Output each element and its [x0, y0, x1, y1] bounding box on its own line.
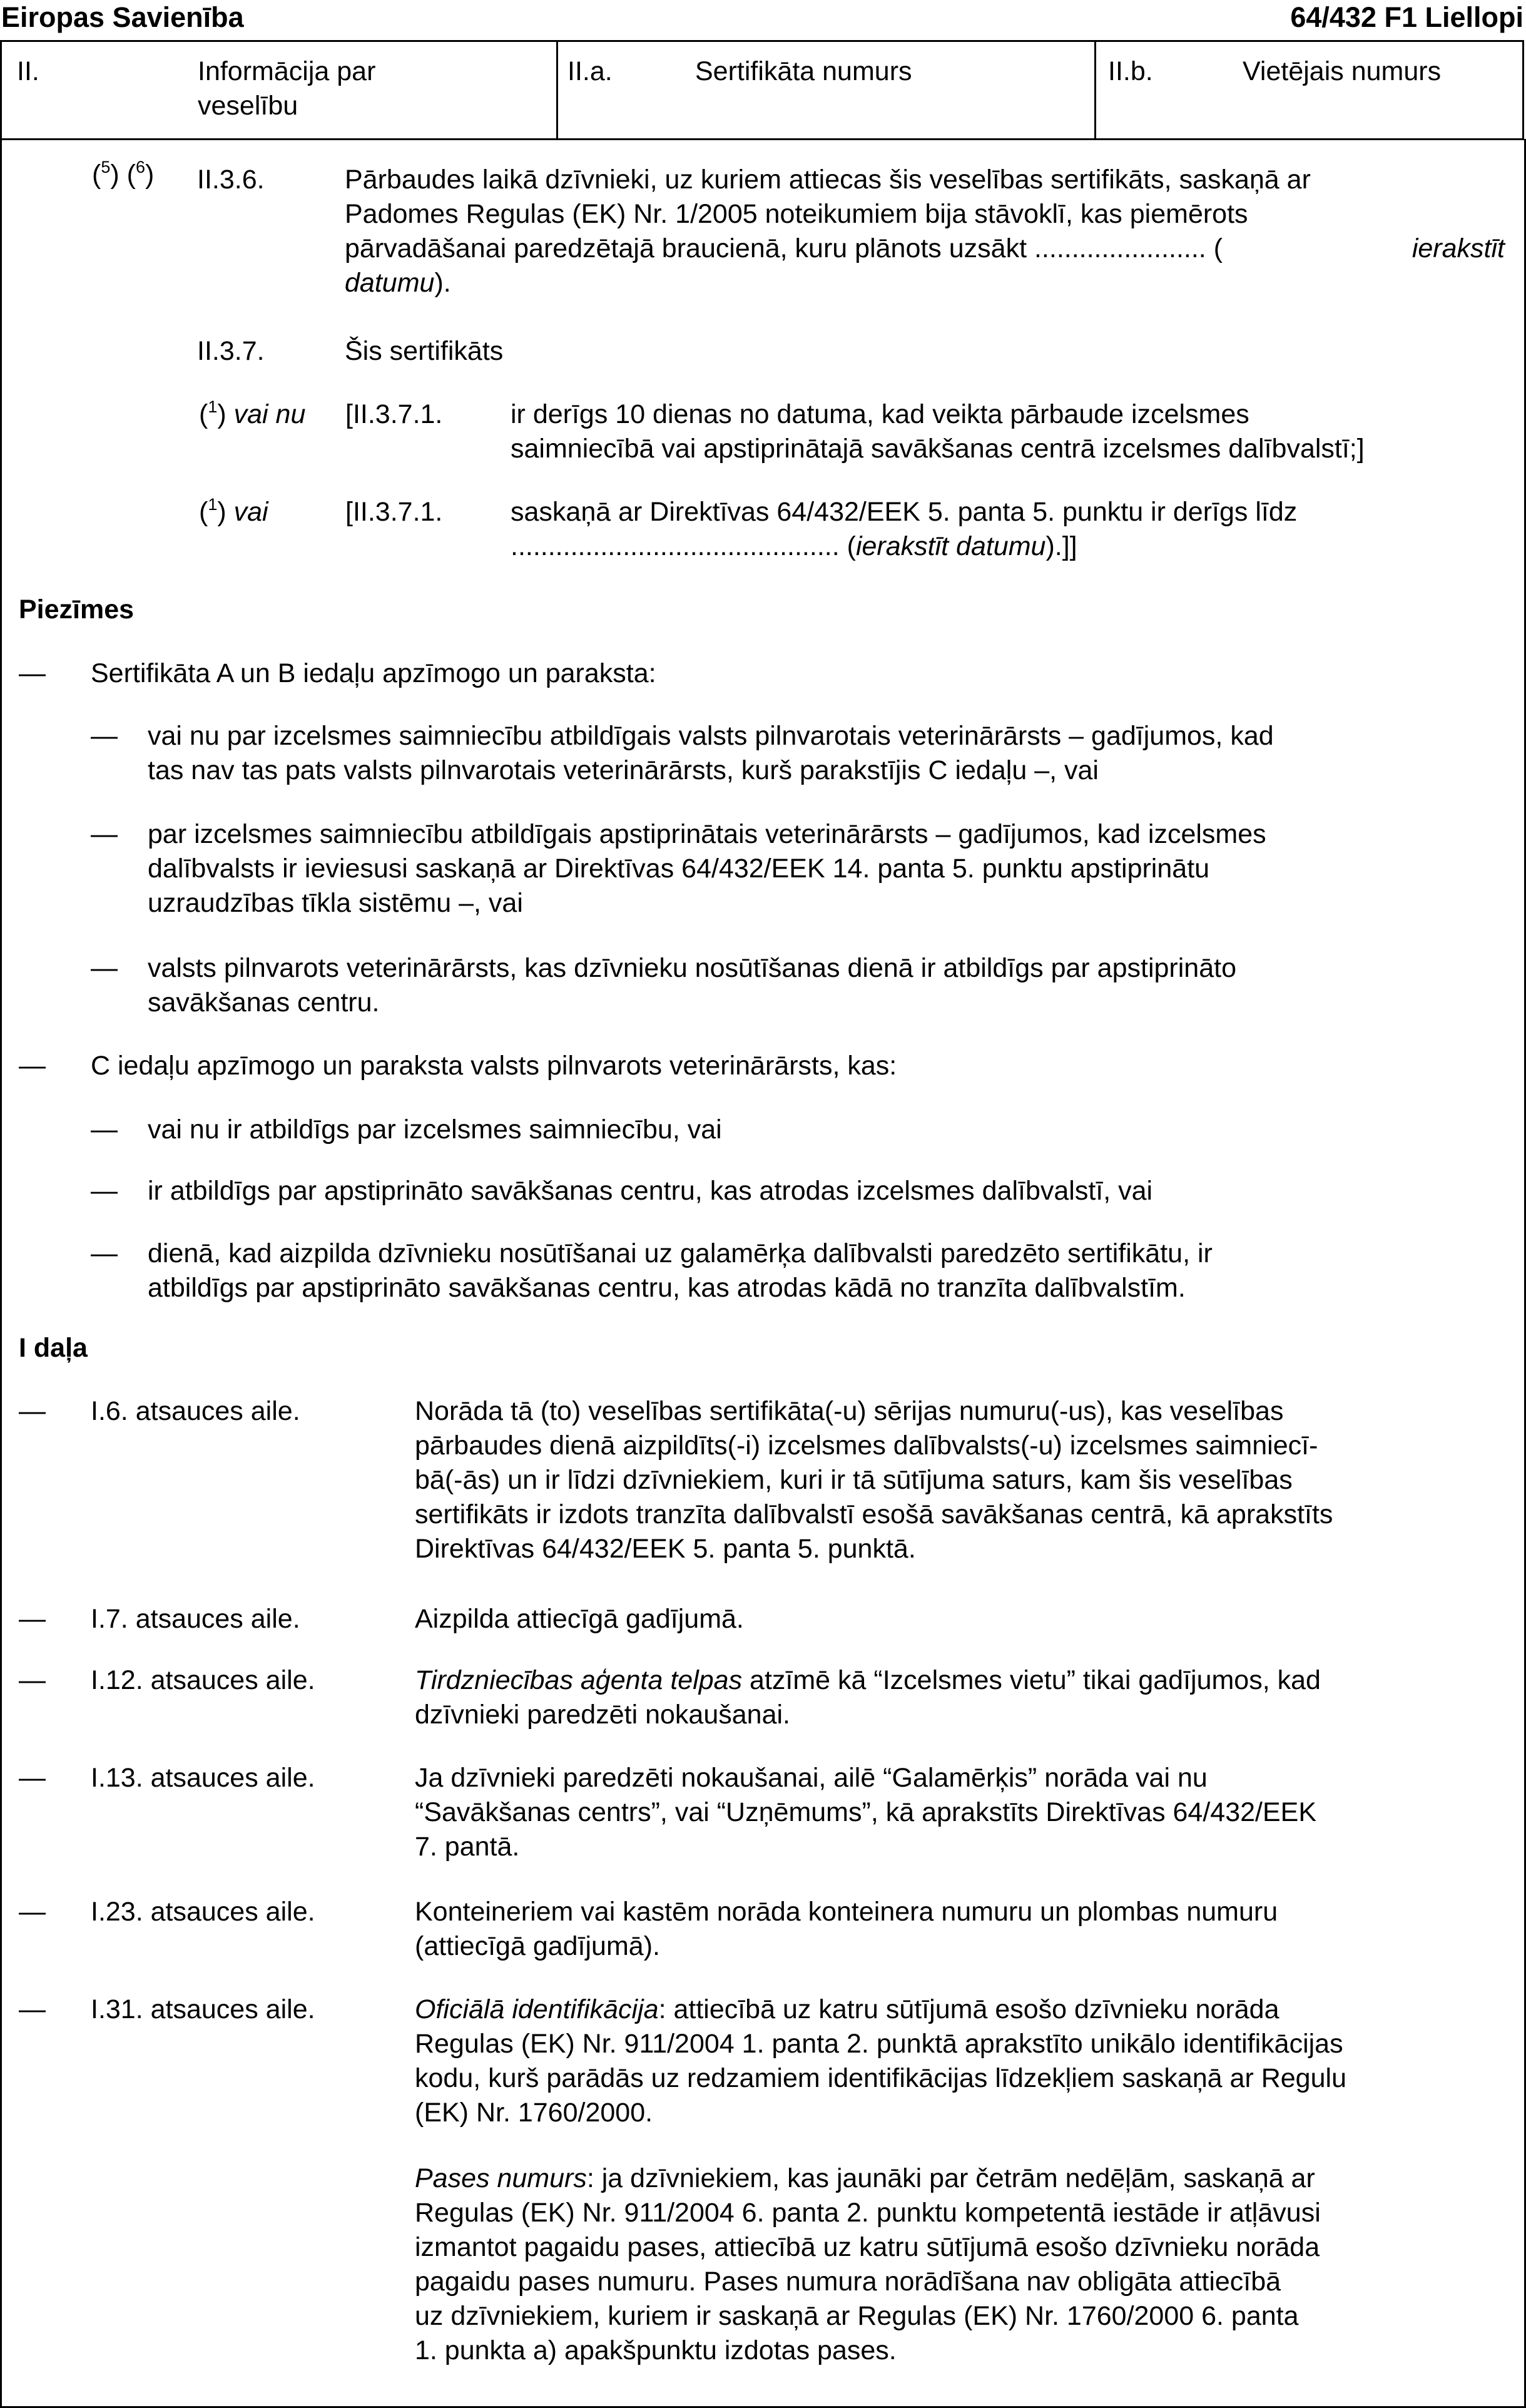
part-heading: I daļa [19, 1333, 88, 1363]
note-subitem: par izcelsmes saimniecību atbildīgais apstiprinātais veterinārārsts – gadījumos, kad izcelsmes dalībvalsts ir ieviesusi saskaņā ar Direktīvas 64/432/EEK 14. panta 5. punktu apstiprinātu uzraudzības tīkla sistēmu –, vai [148, 819, 1266, 918]
content-left-border [0, 139, 2, 2408]
note-subitem: ir atbildīgs par apstiprināto savākšanas centru, kas atrodas izcelsmes dalībvalstī, vai [148, 1176, 1153, 1206]
reference-label: I.12. atsauces aile. [91, 1665, 315, 1695]
dash: — [91, 721, 118, 751]
local-number-label: Vietējais numurs [1243, 56, 1442, 86]
dash: — [91, 1238, 118, 1268]
reference-label: I.31. atsauces aile. [91, 1994, 315, 2024]
cert-number-label-num: II.a. [567, 56, 613, 86]
reference-text: Tirdzniecības aģenta telpas atzīmē kā “Izcelsmes vietu” tikai gadījumos, kad dzīvnieki paredzēti nokaušanai. [415, 1665, 1321, 1730]
dash: — [19, 1604, 46, 1634]
note-subitem: valsts pilnvarots veterinārārsts, kas dzīvnieku nosūtīšanas dienā ir atbildīgs par apstiprināto savākšanas centru. [148, 953, 1236, 1018]
item-number: II.3.6. [197, 165, 265, 195]
dash: — [19, 1994, 46, 2024]
reference-text: Norāda tā (to) veselības sertifikāta(-u) sērijas numuru(-us), kas veselības pārbaudes dienā aizpildīts(-i) izcelsmes dalībvalsts(-u) izcelsmes saimniecī- bā(-ās) un ir līdzi dzīvniekiem, kuri ir tā sūtījuma saturs, kam šis veselības sertifikāts ir izdots tranzīta dalībvalstī esošā savākšanas centrā, kā aprakstīts Direktīvas 64/432/EEK 5. panta 5. punktā. [415, 1396, 1333, 1564]
option-marker: ($^1$) vai nu [199, 397, 306, 429]
option-text: ir derīgs 10 dienas no datuma, kad veikta pārbaude izcelsmes saimniecībā vai apstiprinātajā savākšanas centrā izcelsmes dalībvalstī;] [511, 399, 1365, 464]
dash: — [19, 1396, 46, 1426]
note-subitem: dienā, kad aizpilda dzīvnieku nosūtīšanai uz galamērķa dalībvalsti paredzēto sertifikātu, ir atbildīgs par apstiprināto savākšanas centru, kas atrodas kādā no tranzīta dalībvalstīm. [148, 1238, 1213, 1303]
reference-label: I.6. atsauces aile. [91, 1396, 300, 1426]
note-subitem: vai nu par izcelsmes saimniecību atbildīgais valsts pilnvarotais veterinārārsts – gadījumos, kad tas nav tas pats valsts pilnvarotais veterinārārsts, kurš parakstījis C iedaļu –, vai [148, 721, 1274, 785]
reference-text: Oficiālā identifikācija: attiecībā uz katru sūtījumā esošo dzīvnieku norāda Regulas (EK) Nr. 911/2004 1. panta 2. punktā aprakstīto unikālo identifikācijas kodu, kurš parādās uz redzamiem identifikācijas līdzekļiem saskaņā ar Regulu (EK) Nr. 1760/2000. [415, 1994, 1346, 2128]
header-left: Eiropas Savienība [1, 1, 244, 33]
note-item: C iedaļu apzīmogo un paraksta valsts pilnvarots veterinārārsts, kas: [91, 1051, 897, 1081]
dash: — [19, 658, 46, 688]
reference-text: Konteineriem vai kastēm norāda konteinera numuru un plombas numuru (attiecīgā gadījumā). [415, 1897, 1278, 1961]
dash: — [91, 1115, 118, 1145]
dash: — [91, 819, 118, 849]
reference-label: I.13. atsauces aile. [91, 1763, 315, 1793]
info-table-header [0, 40, 1524, 140]
option-number: [II.3.7.1. [345, 497, 443, 527]
header-right: 64/432 F1 Liellopi [1290, 1, 1523, 33]
reference-label: I.23. atsauces aile. [91, 1897, 315, 1927]
dash: — [91, 953, 118, 983]
note-subitem: vai nu ir atbildīgs par izcelsmes saimniecību, vai [148, 1115, 722, 1145]
paragraph-ii36: Pārbaudes laikā dzīvnieki, uz kuriem attiecas šis veselības sertifikāts, saskaņā ar Padomes Regulas (EK) Nr. 1/2005 noteikumiem bija stāvoklī, kas piemērots pārvadāšanai paredzētajā braucienā, kuru plānots uzsākt ....................... ( ierakstīt datumu). [345, 165, 1505, 298]
passport-number-text: Pases numurs: ja dzīvniekiem, kas jaunāki par četrām nedēļām, saskaņā ar Regulas (EK) Nr. 911/2004 6. panta 2. punktu kompetentā iestāde ir atļāvusi izmantot pagaidu pases, attiecībā uz katru sūtījumā esošo dzīvnieku norāda pagaidu pases numuru. Pases numura norādīšana nav obligāta attiecībā uz dzīvniekiem, kuriem ir saskaņā ar Regulas (EK) Nr. 1760/2000 6. panta 1. punkta a) apakšpunktu izdotas pases. [415, 2163, 1321, 2365]
item-number: II.3.7. [197, 336, 265, 366]
dash: — [19, 1763, 46, 1793]
table-divider [556, 42, 558, 138]
reference-text: Aizpilda attiecīgā gadījumā. [415, 1604, 744, 1634]
table-divider [1094, 42, 1096, 138]
dash: — [19, 1051, 46, 1081]
option-number: [II.3.7.1. [345, 399, 443, 429]
section-number: II. [17, 56, 39, 86]
reference-text: Ja dzīvnieki paredzēti nokaušanai, ailē “Galamērķis” norāda vai nu “Savākšanas centrs”, vai “Uzņēmums”, kā aprakstīts Direktīvas 64/432/EEK 7. pantā. [415, 1763, 1317, 1862]
cert-number-label: Sertifikāta numurs [695, 56, 912, 86]
dash: — [19, 1897, 46, 1927]
footnote-refs: ($^5$) ($^6$) [92, 158, 155, 190]
dash: — [19, 1665, 46, 1695]
local-number-label-num: II.b. [1108, 56, 1153, 86]
reference-label: I.7. atsauces aile. [91, 1604, 300, 1634]
note-item: Sertifikāta A un B iedaļu apzīmogo un paraksta: [91, 658, 656, 688]
item-text: Šis sertifikāts [345, 336, 504, 366]
dash: — [91, 1176, 118, 1206]
option-marker: ($^1$) vai [199, 495, 268, 527]
notes-heading: Piezīmes [19, 594, 135, 625]
option-text: saskaņā ar Direktīvas 64/432/EEK 5. panta 5. punktu ir derīgs līdz ............................................ (ierakstīt datumu).]] [511, 497, 1298, 561]
section-title: Informācija par veselību [198, 56, 376, 121]
